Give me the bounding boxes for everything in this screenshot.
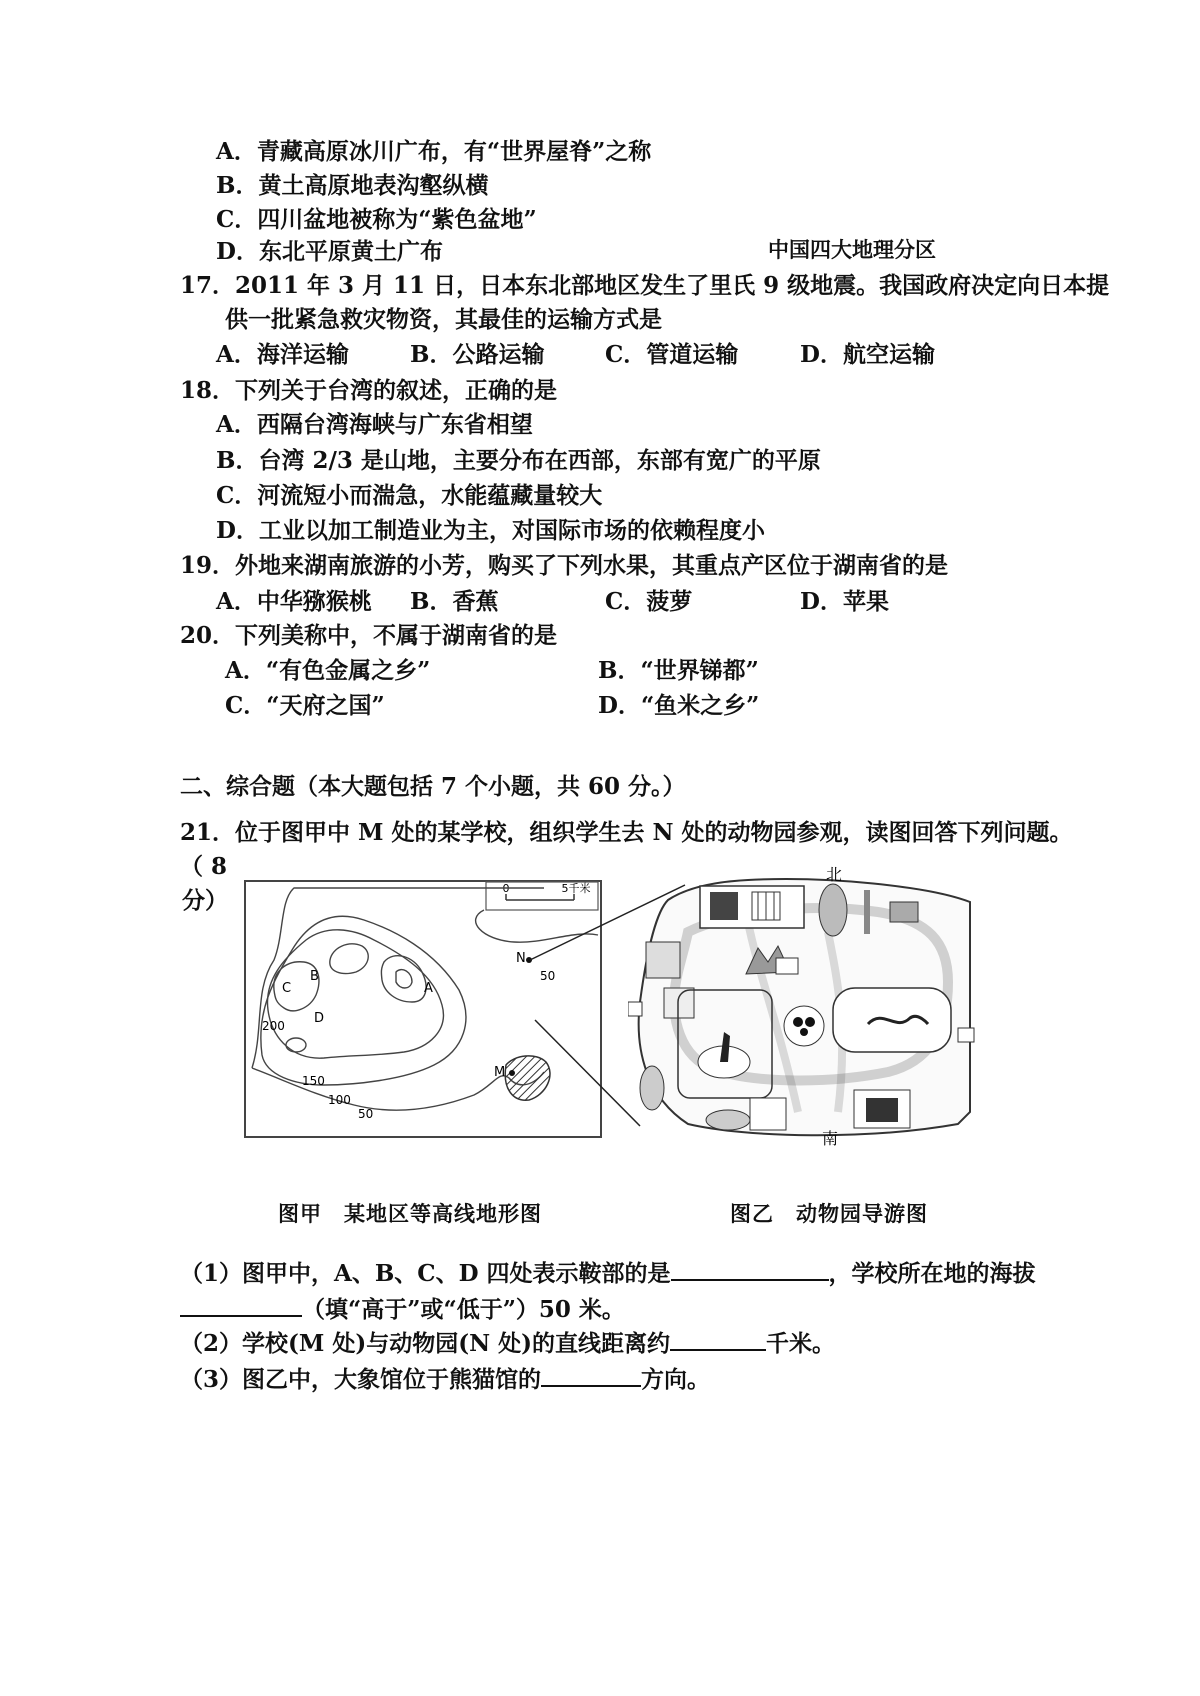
answer-blank-distance[interactable] bbox=[670, 1325, 766, 1351]
q17-option-c: C．管道运输 bbox=[605, 341, 739, 368]
q17-stem-line1: 17．2011 年 3 月 11 日，日本东北部地区发生了里氏 9 级地震。我国政府决定向日本提 bbox=[180, 272, 1110, 299]
q21-sub1-text-b: ，学校所在地的海拔 bbox=[828, 1260, 1036, 1287]
point-a-label: A bbox=[424, 981, 433, 996]
south-label: 南 bbox=[822, 1129, 839, 1148]
answer-blank-saddle[interactable] bbox=[671, 1255, 829, 1281]
north-label: 北 bbox=[826, 865, 843, 884]
q21-stem: 21．位于图甲中 M 处的某学校，组织学生去 N 处的动物园参观，读图回答下列问题。 bbox=[180, 819, 1073, 846]
q21-score-part2: 分） bbox=[182, 887, 228, 914]
q20-option-d: D．“鱼米之乡” bbox=[598, 692, 760, 719]
q21-sub3-line bbox=[180, 1361, 710, 1395]
q17-option-d: D．航空运输 bbox=[800, 341, 935, 368]
q21-sub1-text-c: （填“高于”或“低于”）50 米。 bbox=[302, 1296, 625, 1323]
q21-score-part1: （ 8 bbox=[180, 853, 228, 880]
q21-sub1-line2 bbox=[180, 1291, 625, 1325]
scale-zero-label: 0 bbox=[502, 882, 510, 895]
contour-label-50-east: 50 bbox=[540, 969, 556, 983]
q16-option-a: A．青藏高原冰川广布，有“世界屋脊”之称 bbox=[216, 138, 652, 165]
q19-stem: 19．外地来湖南旅游的小芳，购买了下列水果，其重点产区位于湖南省的是 bbox=[180, 552, 949, 579]
q19-option-a: A．中华猕猴桃 bbox=[216, 588, 372, 615]
q18-option-c: C．河流短小而湍急，水能蕴藏量较大 bbox=[216, 482, 603, 509]
point-c-label: C bbox=[282, 981, 292, 996]
q16-option-c: C．四川盆地被称为“紫色盆地” bbox=[216, 206, 537, 233]
map-caption-fragment: 中国四大地理分区 bbox=[768, 237, 936, 262]
q20-stem: 20．下列美称中，不属于湖南省的是 bbox=[180, 622, 558, 649]
answer-blank-altitude[interactable] bbox=[180, 1291, 302, 1317]
q21-sub3-text-a: （3）图乙中，大象馆位于熊猫馆的 bbox=[180, 1366, 542, 1393]
q17-option-a: A．海洋运输 bbox=[216, 341, 349, 368]
q21-sub1-line1 bbox=[180, 1255, 1036, 1289]
q20-option-b: B．“世界锑都” bbox=[598, 657, 759, 684]
q18-option-d: D．工业以加工制造业为主，对国际市场的依赖程度小 bbox=[216, 517, 765, 544]
contour-label-200: 200 bbox=[262, 1019, 285, 1033]
figure-a-caption: 图甲 某地区等高线地形图 bbox=[278, 1201, 542, 1226]
q17-stem-line2: 供一批紧急救灾物资，其最佳的运输方式是 bbox=[225, 306, 662, 333]
q19-option-d: D．苹果 bbox=[800, 588, 889, 615]
q21-sub1-text-a: （1）图甲中，A、B、C、D 四处表示鞍部的是 bbox=[180, 1260, 671, 1287]
zoo-map bbox=[628, 862, 978, 1150]
q21-sub2-line bbox=[180, 1325, 835, 1359]
q19-option-b: B．香蕉 bbox=[410, 588, 499, 615]
point-b-label: B bbox=[310, 969, 319, 984]
contour-label-100: 100 bbox=[328, 1093, 351, 1107]
answer-blank-direction[interactable] bbox=[541, 1361, 641, 1387]
q19-option-c: C．菠萝 bbox=[605, 588, 693, 615]
point-m-label: M bbox=[494, 1065, 506, 1080]
q16-option-d: D．东北平原黄土广布 bbox=[216, 238, 443, 265]
scale-end-label: 5千米 bbox=[561, 882, 591, 895]
q16-option-b: B．黄土高原地表沟壑纵横 bbox=[216, 172, 489, 199]
contour-label-150: 150 bbox=[302, 1074, 325, 1088]
section-heading: 二、综合题（本大题包括 7 个小题，共 60 分。） bbox=[180, 773, 686, 800]
point-n-label: N bbox=[516, 951, 526, 966]
q18-option-b: B．台湾 2/3 是山地，主要分布在西部，东部有宽广的平原 bbox=[216, 447, 821, 474]
q18-option-a: A．西隔台湾海峡与广东省相望 bbox=[216, 411, 533, 438]
q20-option-c: C．“天府之国” bbox=[225, 692, 385, 719]
point-d-label: D bbox=[314, 1011, 325, 1026]
q21-sub2-text-b: 千米。 bbox=[766, 1330, 836, 1357]
q18-stem: 18．下列关于台湾的叙述，正确的是 bbox=[180, 377, 558, 404]
q20-option-a: A．“有色金属之乡” bbox=[225, 657, 431, 684]
q17-option-b: B．公路运输 bbox=[410, 341, 545, 368]
q21-sub3-text-b: 方向。 bbox=[641, 1366, 711, 1393]
q21-sub2-text-a: （2）学校(M 处)与动物园(N 处)的直线距离约 bbox=[180, 1330, 671, 1357]
contour-label-50-south: 50 bbox=[358, 1107, 374, 1121]
figure-b-caption: 图乙 动物园导游图 bbox=[730, 1201, 928, 1226]
